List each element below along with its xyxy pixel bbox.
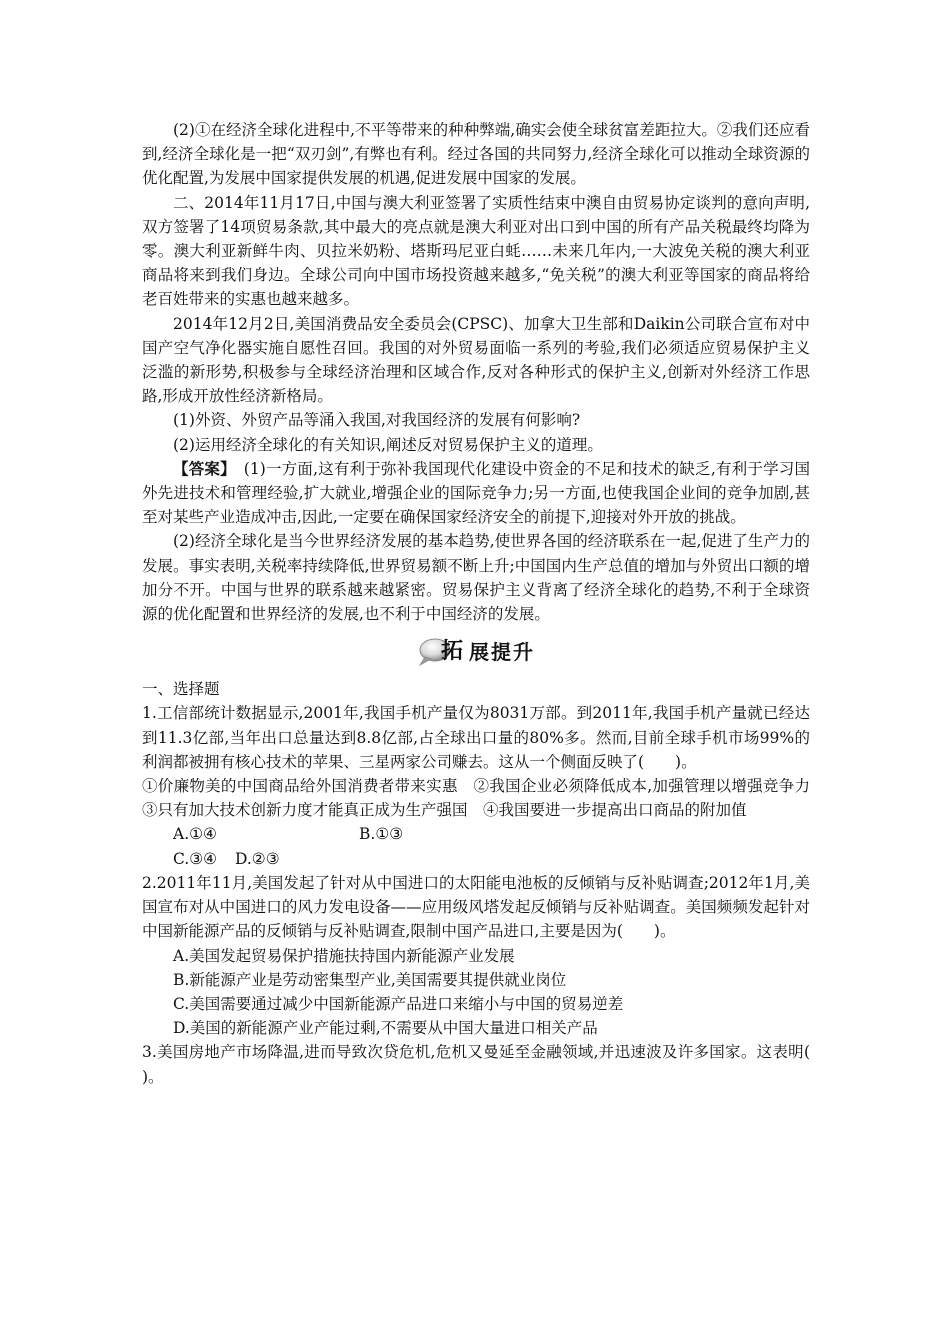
section-heading-inner [417, 637, 535, 667]
q1-option-b: B.①③ [359, 825, 404, 844]
q2-option-d: D.美国的新能源产业产能过剩,不需要从中国大量进口相关产品 [173, 1019, 598, 1038]
q2-option-b: B.新能源产业是劳动密集型产业,美国需要其提供就业岗位 [173, 970, 567, 989]
document-page [142, 118, 842, 1089]
q1-option-a: A.①④ [173, 825, 217, 844]
q1-option-d: D.②③ [235, 849, 280, 868]
q2-option-c: C.美国需要通过减少中国新能源产品进口来缩小与中国的贸易逆差 [173, 994, 624, 1013]
q3-stem: 3.美国房地产市场降温,进而导致次贷危机,危机又曼延至金融领域,并迅速波及许多国家。这表明( )。 [142, 1043, 842, 1086]
material-paragraph-fta: 二、2014年11月17日,中国与澳大利亚签署了实质性结束中澳自由贸易协定谈判的意向声明,双方签署了14项贸易条款,其中最大的亮点就是澳大利亚对出口到中国的所有产品关税最终均降为零。澳大利亚新鲜牛肉、贝拉米奶粉、塔斯玛尼亚白蚝……未来几年内,一大波免关税的澳大利亚商品将来到我们身边。全球公司向中国市场投资越来越多,“免关税”的澳大利亚等国家的商品将给老百姓带来的实惠也越来越多。 [142, 193, 810, 309]
answer-tag: 【答案】 [173, 458, 229, 478]
q2-option-a: A.美国发起贸易保护措施扶持国内新能源产业发展 [173, 946, 515, 965]
answer-part-1 [142, 457, 810, 530]
section-title-choice: 一、选择题 [142, 680, 220, 699]
question-1: (1)外资、外贸产品等涌入我国,对我国经济的发展有何影响? [173, 411, 581, 430]
answer-paragraph-globalization: (2)①在经济全球化进程中,不平等带来的种种弊端,确实会使全球贫富差距拉大。②我们还应看到,经济全球化是一把“双刃剑”,有弊也有利。经过各国的共同努力,经济全球化可以推动全球资源的优化配置,为发展中国家提供发展的机遇,促进发展中国家的发展。 [142, 121, 810, 188]
answer-part-1-text: (1)一方面,这有利于弥补我国现代化建设中资金的不足和技术的缺乏,有利于学习国外先进技术和管理经验,扩大就业,增强企业的国际竞争力;另一方面,也使我国企业间的竞争加剧,甚至对某些产业造成冲击,因此,一定要在确保国家经济安全的前提下,迎接对外开放的挑战。 [142, 459, 810, 527]
material-paragraph-recall: 2014年12月2日,美国消费品安全委员会(CPSC)、加拿大卫生部和Daikin公司联合宣布对中国产空气净化器实施自愿性召回。我国的对外贸易面临一系列的考验,我们必须适应贸易保护主义泛滥的新形势,积极参与全球经济治理和区域合作,反对各种形式的保护主义,创新对外经济工作思路,形成开放性经济新格局。 [142, 314, 810, 406]
q1-options-row-1 [142, 822, 810, 846]
heading-first-char: 拓 [440, 639, 463, 665]
question-2: (2)运用经济全球化的有关知识,阐述反对贸易保护主义的道理。 [173, 435, 603, 454]
section-heading [142, 627, 810, 677]
q1-options-row-2 [142, 847, 810, 871]
answer-part-2: (2)经济全球化是当今世界经济发展的基本趋势,使世界各国的经济联系在一起,促进了生产力的发展。事实表明,关税率持续降低,世界贸易额不断上升;中国国内生产总值的增加与外贸出口额的增加分不开。中国与世界的联系越来越紧密。贸易保护主义背离了经济全球化的趋势,不利于全球资源的优化配置和世界经济的发展,也不利于中国经济的发展。 [142, 532, 810, 624]
q2-stem: 2.2011年11月,美国发起了针对从中国进口的太阳能电池板的反倾销与反补贴调查;2012年1月,美国宣布对从中国进口的风力发电设备——应用级风塔发起反倾销与反补贴调查。美国频频发起针对中国新能源产品的反倾销与反补贴调查,限制中国产品进口,主要是因为( )。 [142, 873, 810, 941]
q1-option-c: C.③④ [173, 849, 218, 868]
q1-stem: 1.工信部统计数据显示,2001年,我国手机产量仅为8031万部。到2011年,我国手机产量就已经达到11.3亿部,当年出口总量达到8.8亿部,占全球出口量的80%多。然而,目前全球手机市场99%的利润都被拥有核心技术的苹果、三星两家公司赚去。这从一个侧面反映了( )。 [142, 704, 810, 771]
q1-items: ①价廉物美的中国商品给外国消费者带来实惠 ②我国企业必须降低成本,加强管理以增强竞争力 ③只有加大技术创新力度才能真正成为生产强国 ④我国要进一步提高出口商品的附加值 [142, 777, 826, 820]
heading-rest: 展提升 [469, 640, 535, 665]
